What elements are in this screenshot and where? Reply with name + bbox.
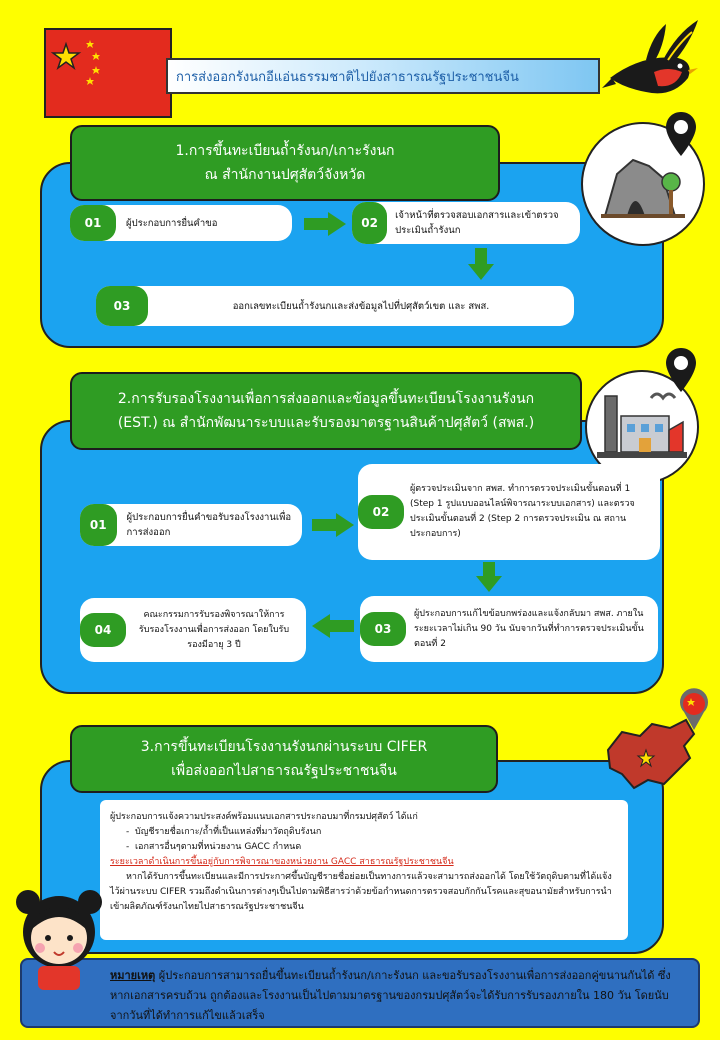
section1-step-3 [96, 286, 574, 326]
arrow-down-icon [468, 248, 494, 280]
china-flag-icon [44, 28, 172, 118]
step-text: ผู้ประกอบการแก้ไขข้อบกพร่องและแจ้งกลับมา สพส. ภายในระยะเวลาไม่เกิน 90 วัน นับจากวันที่ทำการตรวจประเมินขั้นตอนที่ 2 [414, 608, 644, 649]
step-number: 03 [96, 286, 148, 326]
step-text: คณะกรรมการรับรองพิจารณาให้การรับรองโรงงานเพื่อการส่งออก โดยใบรับรองมีอายุ 3 ปี [138, 609, 290, 650]
girl-mascot-icon [14, 880, 104, 990]
location-pin-icon [664, 346, 698, 394]
section3-timeline-note: ระยะเวลาดำเนินการขึ้นอยู่กับการพิจารณาของหน่วยงาน GACC สาธารณรัฐประชาชนจีน [110, 857, 454, 867]
section2-heading-line1: 2.การรับรองโรงงานเพื่อการส่งออกและข้อมูลขึ้นทะเบียนโรงงานรังนก [117, 391, 535, 407]
section1-heading-line2: ณ สำนักงานปศุสัตว์จังหวัด [204, 167, 366, 183]
footer-note-text: ผู้ประกอบการสามารถยื่นขึ้นทะเบียนถ้ำรังนก/เกาะรังนก และขอรับรองโรงงานเพื่อการส่งออกคู่ขนานกันได้ ซึ่งหากเอกสารครบถ้วน ถูกต้องและโรงงานเป็นไปตามมาตรฐานของกรมปศุสัตว์จะได้รับการรับรองภายใน 180 วัน โดยนับจากวันที่ได้ทำการแก้ไขแล้วเสร็จ [110, 969, 671, 1022]
step-number: 02 [352, 202, 387, 244]
step-number: 02 [358, 495, 404, 529]
footer-note [20, 958, 700, 1028]
step-number: 04 [80, 613, 126, 647]
arrow-left-icon [312, 614, 354, 638]
arrow-down-icon [476, 562, 502, 592]
section3-bullet-2: - เอกสารอื่นๆตามที่หน่วยงาน GACC กำหนด [126, 842, 302, 852]
step-number: 03 [360, 612, 406, 646]
footer-note-label: หมายเหตุ [110, 969, 156, 982]
section1-heading-line1: 1.การขึ้นทะเบียนถ้ำรังนก/เกาะรังนก [175, 143, 395, 159]
section2-heading-line2: (EST.) ณ สำนักพัฒนาระบบและรับรองมาตรฐานสินค้าปศุสัตว์ (สพส.) [117, 415, 535, 431]
step-text: ผู้ประกอบการยื่นคำขอ [126, 217, 218, 229]
section3-heading [70, 725, 498, 793]
step-number: 01 [70, 205, 116, 241]
section2-step-4 [80, 598, 306, 662]
step-text: เจ้าหน้าที่ตรวจสอบเอกสารและเข้าตรวจประเมินถ้ำรังนก [395, 210, 559, 236]
section1-heading [70, 125, 500, 201]
step-text: ผู้ตรวจประเมินจาก สพส. ทำการตรวจประเมินขั้นตอนที่ 1 (Step 1 รูปแบบออนไลน์พิจารณาระบบเอกสาร) และตรวจประเมินขั้นตอนที่ 2 (Step 2 การตรวจประเมิน ณ สถานประกอบการ) [410, 484, 635, 539]
section2-step-2 [358, 464, 660, 560]
step-text: ผู้ประกอบการยื่นคำขอรับรองโรงงานเพื่อการส่งออก [126, 512, 292, 538]
section2-step-3 [360, 596, 658, 662]
swallow-bird-icon [602, 14, 702, 110]
section3-intro: ผู้ประกอบการแจ้งความประสงค์พร้อมแนบเอกสารประกอบมาที่กรมปศุสัตว์ ได้แก่ [110, 812, 418, 822]
location-pin-icon [664, 110, 698, 158]
section3-heading-line1: 3.การขึ้นทะเบียนโรงงานรังนกผ่านระบบ CIFER [140, 739, 428, 755]
arrow-right-icon [304, 212, 346, 236]
section1-step-1 [70, 205, 292, 241]
section3-body [100, 800, 628, 940]
china-flag-pin-icon [676, 688, 712, 732]
section3-body-rest: หากได้รับการขึ้นทะเบียนและมีการประกาศขึ้นบัญชีรายชื่อย่อยเป็นทางการแล้วจะสามารถส่งออกได้ โดยใช้วัตถุดิบตามที่ได้แจ้งไว้ผ่านระบบ CIFER รวมถึงดำเนินการต่างๆเป็นไปตามพิธีสารว่าด้วยข้อกำหนดการตรวจสอบกักกันโรคและสุขอนามัยสำหรับการนำเข้าผลิตภัณฑ์รังนกไทยไปสาธารณรัฐประชาชนจีน [110, 872, 612, 912]
step-text: ออกเลขทะเบียนถ้ำรังนกและส่งข้อมูลไปที่ปศุสัตว์เขต และ สพส. [232, 300, 490, 312]
section3-bullet-1: - บัญชีรายชื่อเกาะ/ถ้ำที่เป็นแหล่งที่มาวัตถุดิบรังนก [126, 827, 322, 837]
section1-step-2 [352, 202, 580, 244]
step-number: 01 [80, 504, 117, 546]
section2-heading [70, 372, 582, 450]
arrow-right-icon [312, 513, 354, 537]
section2-step-1 [80, 504, 302, 546]
section3-heading-line2: เพื่อส่งออกไปสาธารณรัฐประชาชนจีน [171, 763, 397, 779]
page-title: การส่งออกรังนกอีแอ่นธรรมชาติไปยังสาธารณรัฐประชาชนจีน [166, 58, 600, 94]
